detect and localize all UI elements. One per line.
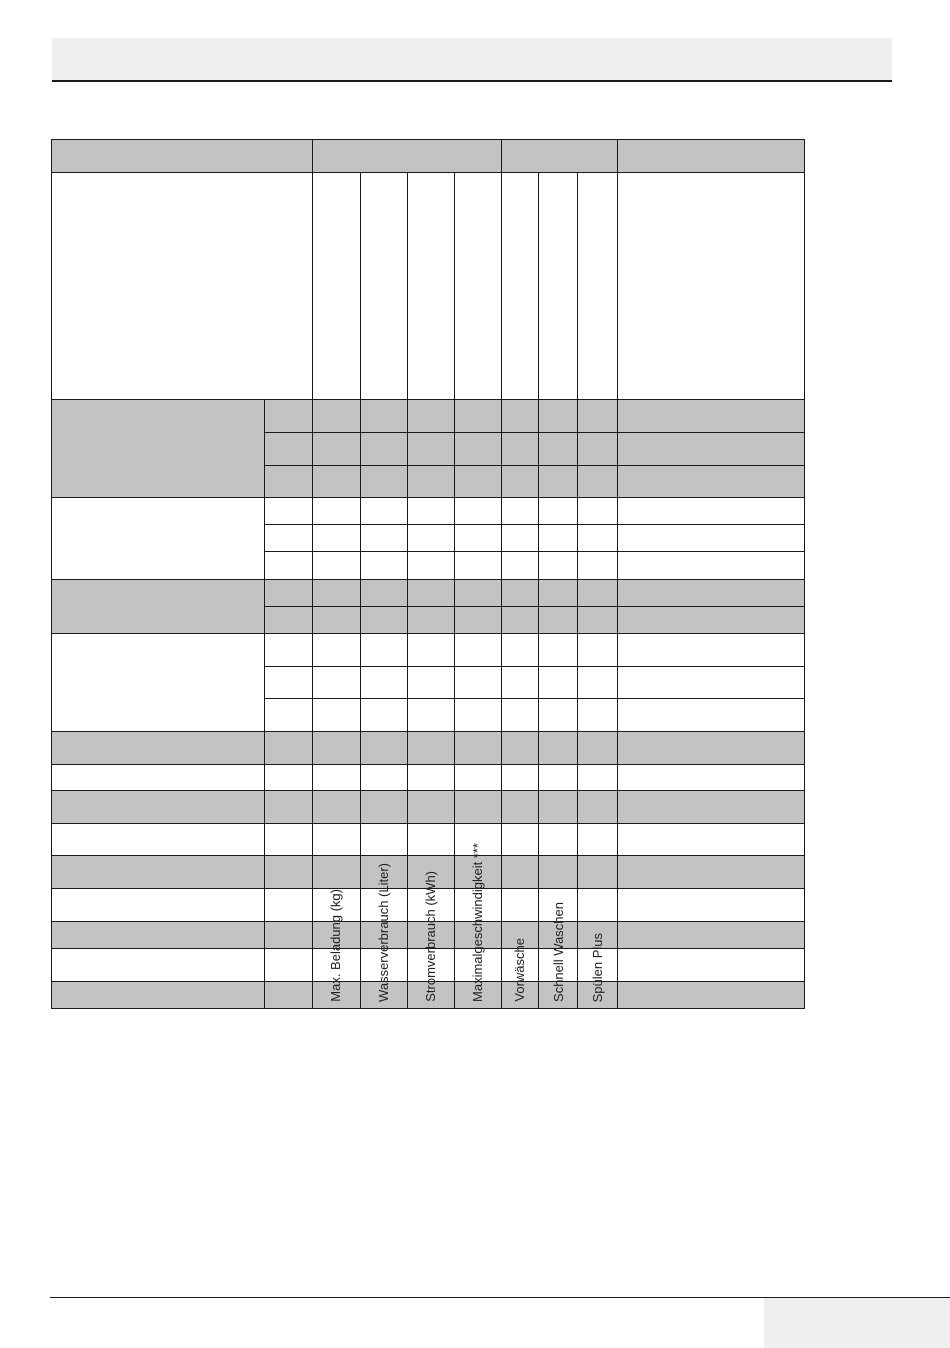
table-row-shaded (52, 580, 804, 634)
table-row-shaded (52, 400, 804, 498)
table-row-shaded (52, 791, 804, 824)
page-header-bar (52, 38, 892, 82)
column-header-water-consumption: Wasserverbrauch (Liter) (376, 863, 391, 1002)
column-header-rinse-plus: Spülen Plus (590, 932, 605, 1002)
table-row-shaded (52, 732, 804, 765)
page-number-box (764, 1298, 950, 1348)
column-header-max-speed: Maximalgeschwindigkeit *** (470, 843, 485, 1002)
column-header-energy-consumption: Stromverbrauch (kWh) (423, 871, 438, 1002)
column-header-quick-wash: Schnell Waschen (551, 902, 566, 1002)
column-header-prewash: Vorwäsche (512, 938, 527, 1002)
group-header-row (52, 140, 804, 173)
column-header-max-load: Max. Beladung (kg) (328, 889, 343, 1002)
program-table (51, 139, 805, 1009)
